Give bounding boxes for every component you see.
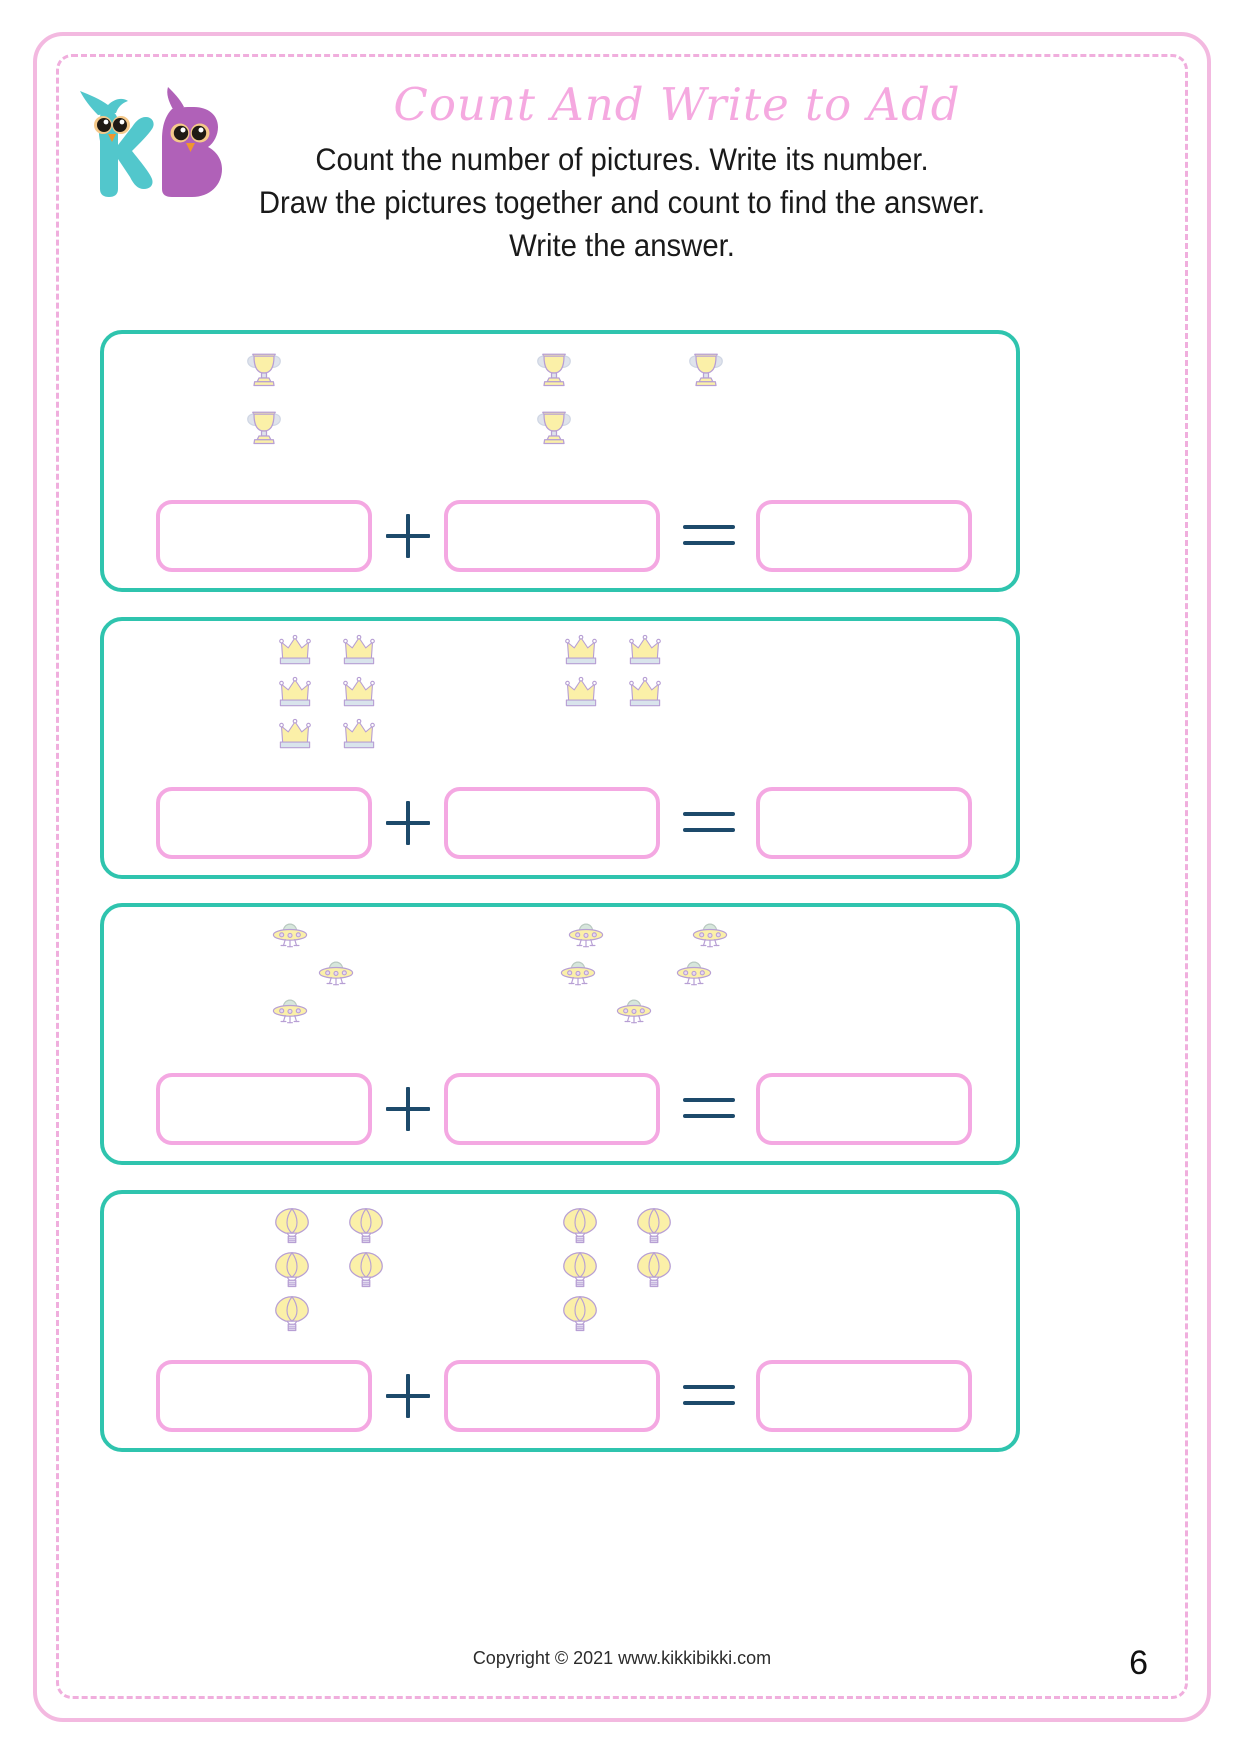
trophy-icon bbox=[686, 344, 726, 392]
hot-air-balloon-icon bbox=[346, 1248, 386, 1290]
crown-icon bbox=[626, 631, 664, 667]
picture-row bbox=[554, 917, 744, 955]
plus-operator bbox=[380, 1360, 436, 1432]
picture-row bbox=[560, 1248, 704, 1290]
picture-item bbox=[272, 1292, 312, 1334]
picture-item bbox=[562, 631, 600, 667]
picture-item bbox=[534, 402, 574, 450]
equals-operator bbox=[670, 1360, 748, 1432]
hot-air-balloon-icon bbox=[272, 1248, 312, 1290]
picture-item bbox=[534, 344, 574, 392]
picture-row bbox=[266, 917, 446, 955]
equals-operator bbox=[670, 787, 748, 859]
problem-card bbox=[100, 617, 1020, 879]
addend1-answer-box[interactable] bbox=[156, 500, 372, 572]
addend2-answer-box[interactable] bbox=[444, 1073, 660, 1145]
picture-item bbox=[340, 715, 378, 751]
picture-item bbox=[340, 673, 378, 709]
picture-item bbox=[670, 955, 718, 993]
equals-operator bbox=[670, 1073, 748, 1145]
picture-item bbox=[276, 673, 314, 709]
trophy-icon bbox=[534, 344, 574, 392]
answer-row bbox=[104, 1360, 1016, 1434]
problem-card bbox=[100, 1190, 1020, 1452]
addend2-answer-box[interactable] bbox=[444, 500, 660, 572]
picture-row bbox=[562, 631, 692, 667]
ufo-icon bbox=[266, 917, 314, 955]
right-picture-group bbox=[554, 917, 744, 1031]
picture-row bbox=[554, 955, 744, 993]
crown-icon bbox=[340, 673, 378, 709]
plus-icon bbox=[386, 514, 430, 558]
picture-item bbox=[560, 1204, 600, 1246]
sum-answer-box[interactable] bbox=[756, 500, 972, 572]
hot-air-balloon-icon bbox=[560, 1248, 600, 1290]
picture-area bbox=[104, 631, 1016, 801]
picture-row bbox=[266, 993, 446, 1031]
picture-item bbox=[562, 673, 600, 709]
page-title: Count And Write to Add bbox=[393, 78, 961, 131]
picture-item bbox=[626, 673, 664, 709]
sum-answer-box[interactable] bbox=[756, 787, 972, 859]
equals-icon bbox=[683, 1098, 735, 1120]
right-picture-group bbox=[562, 631, 692, 715]
crown-icon bbox=[340, 715, 378, 751]
equals-icon bbox=[683, 525, 735, 547]
left-picture-group bbox=[244, 344, 364, 460]
crown-icon bbox=[626, 673, 664, 709]
picture-item bbox=[626, 631, 664, 667]
crown-icon bbox=[276, 673, 314, 709]
picture-row bbox=[276, 715, 406, 751]
picture-area bbox=[104, 1204, 1016, 1374]
answer-row bbox=[104, 787, 1016, 861]
worksheet-header bbox=[0, 60, 1244, 300]
problem-card bbox=[100, 330, 1020, 592]
hot-air-balloon-icon bbox=[634, 1204, 674, 1246]
addend1-answer-box[interactable] bbox=[156, 1073, 372, 1145]
picture-item bbox=[610, 993, 658, 1031]
problem-card bbox=[100, 903, 1020, 1165]
right-picture-group bbox=[560, 1204, 704, 1336]
ufo-icon bbox=[312, 955, 360, 993]
instruction-line-1: Count the number of pictures. Write its number. bbox=[315, 141, 929, 177]
left-picture-group bbox=[272, 1204, 416, 1336]
hot-air-balloon-icon bbox=[560, 1204, 600, 1246]
picture-item bbox=[346, 1204, 386, 1246]
picture-row bbox=[276, 673, 406, 709]
picture-item bbox=[266, 917, 314, 955]
plus-icon bbox=[386, 1374, 430, 1418]
answer-row bbox=[104, 500, 1016, 574]
ufo-icon bbox=[554, 955, 602, 993]
hot-air-balloon-icon bbox=[346, 1204, 386, 1246]
left-picture-group bbox=[266, 917, 446, 1031]
picture-item bbox=[266, 993, 314, 1031]
plus-icon bbox=[386, 801, 430, 845]
sum-answer-box[interactable] bbox=[756, 1073, 972, 1145]
picture-row bbox=[560, 1292, 704, 1334]
equals-icon bbox=[683, 1385, 735, 1407]
trophy-icon bbox=[244, 344, 284, 392]
addend2-answer-box[interactable] bbox=[444, 787, 660, 859]
addend1-answer-box[interactable] bbox=[156, 787, 372, 859]
crown-icon bbox=[340, 631, 378, 667]
plus-icon bbox=[386, 1087, 430, 1131]
page-number: 6 bbox=[1129, 1644, 1148, 1682]
logo-letter-k-bird bbox=[80, 91, 154, 197]
plus-operator bbox=[380, 1073, 436, 1145]
picture-item bbox=[340, 631, 378, 667]
picture-row bbox=[272, 1292, 416, 1334]
equals-icon bbox=[683, 812, 735, 834]
picture-area bbox=[104, 917, 1016, 1087]
picture-item bbox=[560, 1248, 600, 1290]
instructions-block bbox=[155, 138, 1089, 267]
ufo-icon bbox=[266, 993, 314, 1031]
right-picture-group bbox=[534, 344, 764, 460]
crown-icon bbox=[276, 631, 314, 667]
picture-row bbox=[560, 1204, 704, 1246]
picture-item bbox=[686, 344, 726, 392]
picture-row bbox=[534, 344, 764, 392]
picture-item bbox=[272, 1204, 312, 1246]
hot-air-balloon-icon bbox=[560, 1292, 600, 1334]
left-picture-group bbox=[276, 631, 406, 757]
picture-row bbox=[266, 955, 446, 993]
picture-item bbox=[276, 715, 314, 751]
picture-item bbox=[560, 1292, 600, 1334]
crown-icon bbox=[562, 673, 600, 709]
plus-operator bbox=[380, 500, 436, 572]
ufo-icon bbox=[610, 993, 658, 1031]
picture-item bbox=[312, 955, 360, 993]
picture-item bbox=[686, 917, 734, 955]
picture-item bbox=[634, 1204, 674, 1246]
picture-item bbox=[244, 402, 284, 450]
picture-item bbox=[634, 1248, 674, 1290]
plus-operator bbox=[380, 787, 436, 859]
picture-row bbox=[244, 402, 364, 450]
ufo-icon bbox=[670, 955, 718, 993]
picture-row bbox=[272, 1248, 416, 1290]
ufo-icon bbox=[686, 917, 734, 955]
picture-item bbox=[554, 955, 602, 993]
picture-row bbox=[244, 344, 364, 392]
hot-air-balloon-icon bbox=[634, 1248, 674, 1290]
equals-operator bbox=[670, 500, 748, 572]
picture-item bbox=[562, 917, 610, 955]
picture-item bbox=[244, 344, 284, 392]
picture-item bbox=[276, 631, 314, 667]
picture-item bbox=[272, 1248, 312, 1290]
picture-area bbox=[104, 344, 1016, 514]
instruction-line-2: Draw the pictures together and count to find the answer. bbox=[258, 184, 986, 220]
addend1-answer-box[interactable] bbox=[156, 1360, 372, 1432]
ufo-icon bbox=[562, 917, 610, 955]
crown-icon bbox=[562, 631, 600, 667]
picture-row bbox=[276, 631, 406, 667]
crown-icon bbox=[276, 715, 314, 751]
picture-row bbox=[562, 673, 692, 709]
trophy-icon bbox=[244, 402, 284, 450]
instruction-line-3: Write the answer. bbox=[509, 227, 735, 263]
trophy-icon bbox=[534, 402, 574, 450]
picture-row bbox=[534, 402, 764, 450]
hot-air-balloon-icon bbox=[272, 1292, 312, 1334]
picture-row bbox=[554, 993, 744, 1031]
footer-copyright: Copyright © 2021 www.kikkibikki.com bbox=[472, 1648, 772, 1668]
hot-air-balloon-icon bbox=[272, 1204, 312, 1246]
answer-row bbox=[104, 1073, 1016, 1147]
picture-row bbox=[272, 1204, 416, 1246]
addend2-answer-box[interactable] bbox=[444, 1360, 660, 1432]
sum-answer-box[interactable] bbox=[756, 1360, 972, 1432]
picture-item bbox=[346, 1248, 386, 1290]
